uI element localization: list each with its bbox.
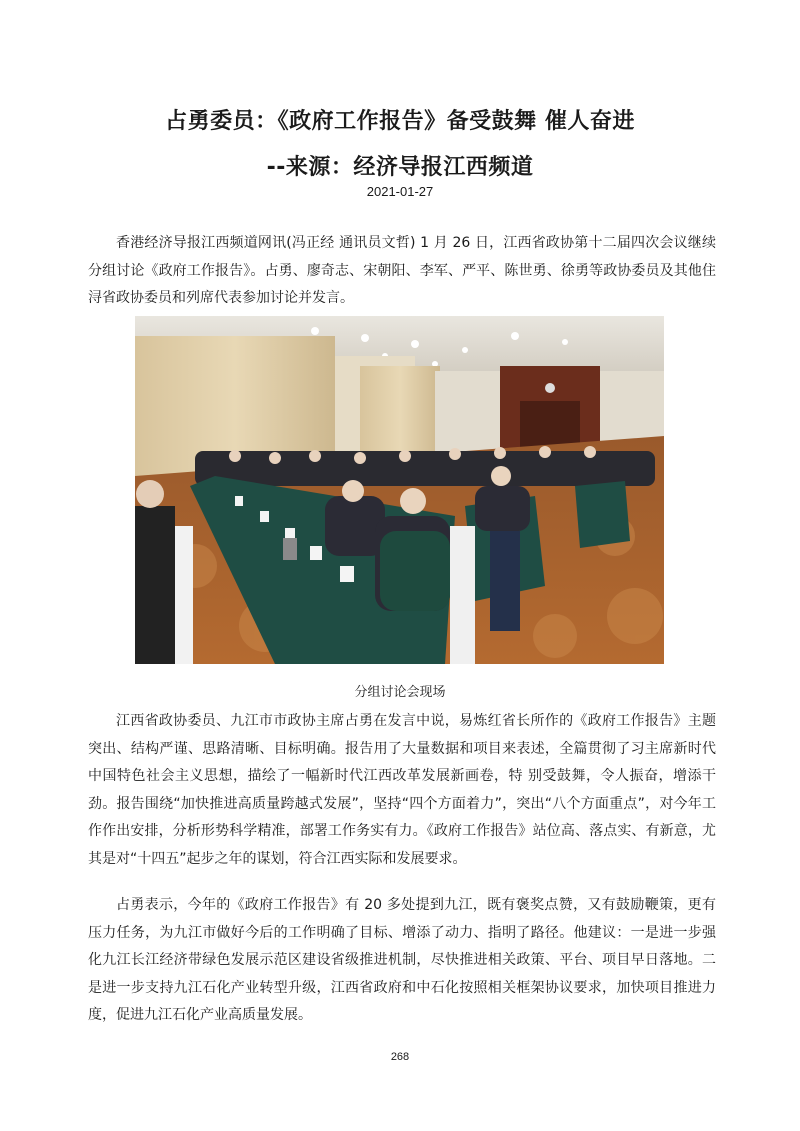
meeting-room-illustration [135,316,664,664]
article-source: --来源：经济导报江西频道 [266,155,534,180]
page-number: 268 [390,1051,410,1063]
article-date: 2021-01-27 [366,184,434,199]
photo-caption: 分组讨论会现场 [354,685,446,700]
meeting-photo [135,316,664,664]
paragraph-intro: 香港经济导报江西频道网讯(冯正经 通讯员文哲) 1 月 26 日，江西省政协第十二届四次会议继续分组讨论《政府工作报告》。占勇、廖奇志、宋朝阳、李军、严平、陈世勇、徐勇等政协委员及其他住浔省政协委员和列席代表参加讨论并发言。 [88,235,716,306]
article-title: 占勇委员：《政府工作报告》备受鼓舞 催人奋进 [165,109,635,134]
paragraph-statement: 江西省政协委员、九江市市政协主席占勇在发言中说，易炼红省长所作的《政府工作报告》主题突出、结构严谨、思路清晰、目标明确。报告用了大量数据和项目来表述，全篇贯彻了习主席新时代中国特色社会主义思想，描绘了一幅新时代江西改革发展新画卷，特 别受鼓舞，令人振奋，增添干劲。报告围绕“加快推进高质量跨越式发展”，坚持“四个方面着力”，突出“八个方面重点”，对今年工作作出安排，分析形势科学精准，部署工作务实有力。《政府工作报告》站位高、落点实、有新意，尤其是对“十四五”起步之年的谋划，符合江西实际和发展要求。 [88,713,716,867]
paragraph-suggestions: 占勇表示，今年的《政府工作报告》有 20 多处提到九江，既有褒奖点赞，又有鼓励鞭策，更有压力任务，为九江市做好今后的工作明确了目标、增添了动力、指明了路径。他建议：一是进一步强化九江长江经济带绿色发展示范区建设省级推进机制，尽快推进相关政策、平台、项目早日落地。二是进一步支持九江石化产业转型升级，江西省政府和中石化按照相关框架协议要求，加快项目推进力度，促进九江石化产业高质量发展。 [88,897,716,1023]
